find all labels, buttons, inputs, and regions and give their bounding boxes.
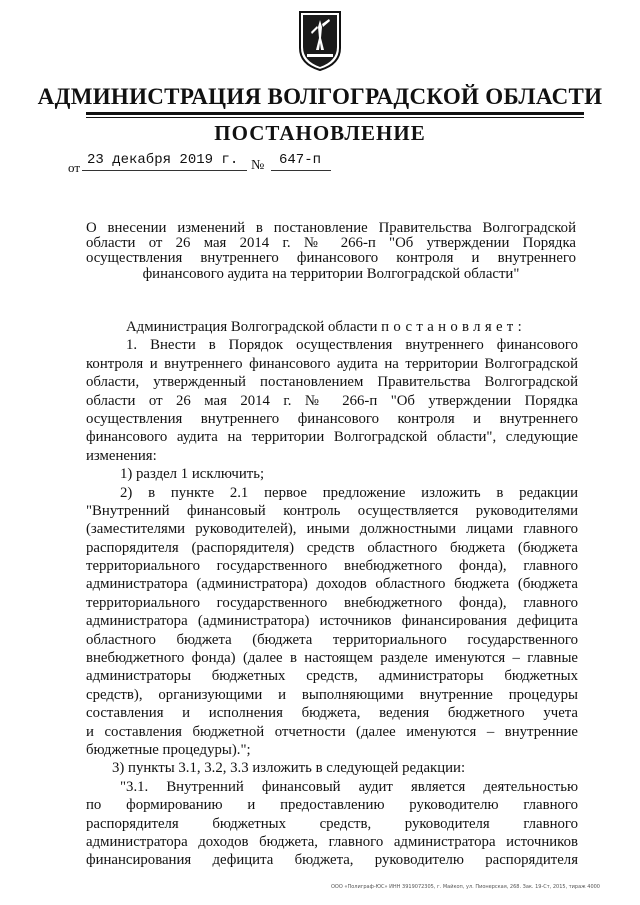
- coat-of-arms-emblem: [298, 10, 342, 72]
- body-line: 1. Внести в Порядок осуществления внутреннего финансового: [126, 337, 578, 354]
- body-line: территориального государственного внебюджетного фонда), главного: [86, 594, 578, 611]
- preamble: [86, 318, 578, 336]
- subject-line: О внесении изменений в постановление Правительства Волгоградской: [86, 220, 576, 236]
- organization-title: АДМИНИСТРАЦИЯ ВОЛГОГРАДСКОЙ ОБЛАСТИ: [37, 84, 603, 109]
- document-subject: [86, 221, 576, 282]
- body-line: администратора доходов бюджета, главного администратора источников: [86, 833, 578, 850]
- body-line: 1) раздел 1 исключить;: [120, 466, 265, 483]
- number-underline: [271, 170, 331, 171]
- body-line: "Внутренний финансовый контроль осуществляется руководителями: [86, 502, 578, 519]
- body-line: средств), организующими и выполняющими внутренние процедуры: [86, 686, 578, 703]
- document-body: [86, 318, 578, 870]
- body-line: и составления бюджетной отчетности (далее именуются – внутренние: [86, 723, 578, 740]
- body-line: бюджетные процедуры).";: [86, 741, 251, 758]
- body-line: контроля и внутреннего финансового аудита на территории Волгоградской: [86, 355, 578, 372]
- body-line: администратора (администратора) источников финансирования дефицита: [86, 613, 578, 630]
- date-prefix-label: от: [68, 160, 81, 175]
- document-number: 647-п: [279, 152, 322, 168]
- body-line: 3) пункты 3.1, 3.2, 3.3 изложить в следующей редакции:: [112, 760, 466, 777]
- document-date: 23 декабря 2019 г.: [87, 152, 239, 168]
- body-line: "3.1. Внутренний финансовый аудит является деятельностью: [120, 778, 578, 795]
- body-line: администратора (администратора) доходов областного бюджета (бюджета: [86, 576, 578, 593]
- number-label: №: [251, 158, 265, 173]
- body-line: по формированию и предоставлению руководителю главного: [86, 797, 578, 814]
- body-line: (заместителями руководителей), иными должностными лицами главного: [86, 521, 578, 538]
- preamble-text: Администрация Волгоградской области: [126, 319, 382, 335]
- printer-imprint: ООО «Полиграф-ЮС» ИНН 3919072305, г. Майкоп, ул. Пионерская, 268. Зак. 19-Ст, 2015, тираж 4000: [330, 884, 600, 890]
- body-line: финансового аудита на территории Волгоградской области", следующие: [86, 429, 578, 446]
- body-line: составления и исполнения бюджета, ведения бюджетного учета: [86, 705, 578, 722]
- dateline: [0, 150, 640, 180]
- header-rule-thin: [86, 117, 584, 118]
- body-line: осуществления внутреннего финансового контроля и внутреннего: [86, 410, 578, 427]
- body-line: распорядителя (распорядителя) средств областного бюджета (бюджета: [86, 539, 578, 556]
- body-line: администраторы бюджетных средств, администраторы бюджетных: [86, 668, 578, 685]
- body-line: распорядителя бюджетных средств, руководителя главного: [86, 815, 578, 832]
- subject-line: финансового аудита на территории Волгоградской области": [142, 265, 520, 282]
- body-line: изменения:: [86, 447, 157, 464]
- preamble-resolves: постановляет:: [381, 319, 526, 335]
- body-line: внебюджетного фонда) (далее в настоящем разделе именуются – главные: [86, 650, 578, 667]
- document-type-title: ПОСТАНОВЛЕНИЕ: [214, 121, 426, 145]
- body-line: 2) в пункте 2.1 первое предложение изложить в редакции: [120, 484, 578, 501]
- body-line: финансирования дефицита бюджета, руководителю распорядителя: [86, 852, 578, 869]
- subject-line: области от 26 мая 2014 г. № 266-п "Об утверждении Порядка: [86, 235, 576, 252]
- body-line: области, утвержденный постановлением Правительства Волгоградской: [86, 374, 578, 391]
- body-line: области от 26 мая 2014 г. № 266-п "Об утверждении Порядка: [86, 392, 578, 409]
- header-rule-thick: [86, 112, 584, 115]
- body-line: территориального государственного внебюджетного фонда), главного: [86, 558, 578, 575]
- subject-line: осуществления внутреннего финансового контроля и внутреннего: [86, 250, 576, 267]
- date-underline: [82, 170, 247, 171]
- body-line: областного бюджета (бюджета территориального государственного: [86, 631, 578, 648]
